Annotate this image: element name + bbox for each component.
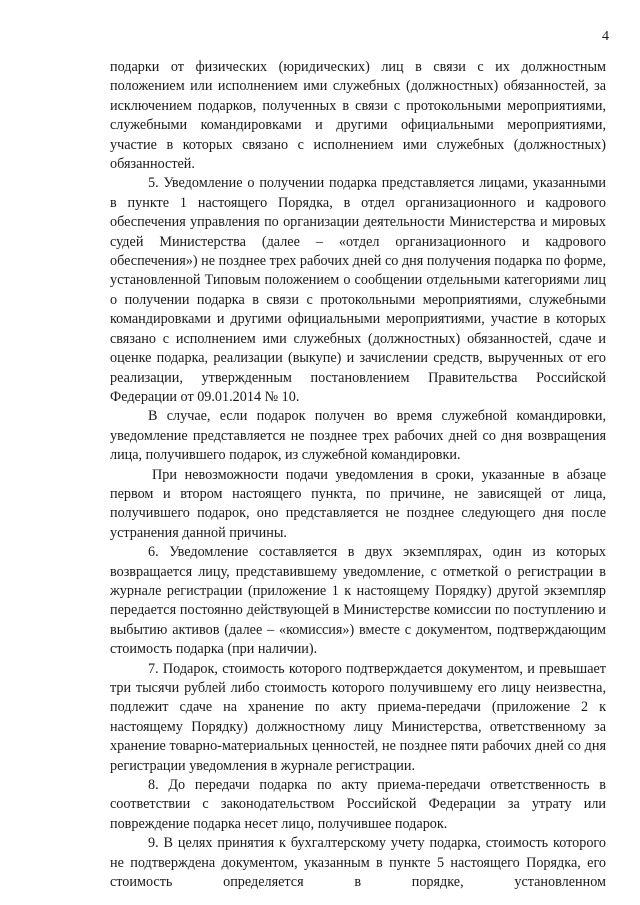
- paragraph-item-5-business-trip: В случае, если подарок получен во время служебной командировки, уведомление представляется не позднее трех рабочих дней со дня возвращения лица, получившего подарок, из служебной командировки.: [110, 408, 606, 464]
- paragraph-item-6: 6. Уведомление составляется в двух экземплярах, один из которых возвращается лицу, представившему уведомление, с отметкой о регистрации в журнале регистрации (приложение 1 к настоящему Порядку) другой экземпляр передается постоянно действующей в Министерстве комиссии по поступлению и выбытию активов (далее – «комиссия») вместе с документом, подтверждающим стоимость подарка (при наличии).: [110, 544, 606, 658]
- paragraph-continuation: подарки от физических (юридических) лиц в связи с их должностным положением или исполнением ими служебных (должностных) обязанностей, за исключением подарков, полученных в связи с протокольными мероприятиями, служебными командировками и другими официальными мероприятиями, участие в которых связано с исполнением ими служебных (должностных) обязанностей.: [110, 59, 606, 173]
- paragraph-item-5-impossibility: При невозможности подачи уведомления в сроки, указанные в абзаце первом и втором настоящего пункта, по причине, не зависящей от лица, получившего подарок, оно представляется не позднее следующего дня после устранения данной причины.: [110, 466, 606, 541]
- page-number: 4: [602, 29, 609, 44]
- paragraph-item-8: 8. До передачи подарка по акту приема-передачи ответственность в соответствии с законодательством Российской Федерации за утрату или повреждение подарка несет лицо, получившее подарок.: [110, 777, 606, 832]
- document-body: [110, 58, 606, 892]
- paragraph-item-9: 9. В целях принятия к бухгалтерскому учету подарка, стоимость которого не подтверждена документом, указанным в пункте 5 настоящего Порядка, его стоимость определяется в порядке, установленном: [110, 835, 606, 891]
- paragraph-item-5: 5. Уведомление о получении подарка представляется лицами, указанными в пункте 1 настоящего Порядка, в отдел организационного и кадрового обеспечения управления по организации деятельности Министерства и мировых судей Министерства (далее – «отдел организационного и кадрового обеспечения») не позднее трех рабочих дней со дня получения подарка по форме, установленной Типовым положением о сообщении отдельными категориями лиц о получении подарка в связи с протокольными мероприятиями, служебными командировками и другими официальными мероприятиями, участие в которых связано с исполнением ими служебных (должностных) обязанностей, сдаче и оценке подарка, реализации (выкупе) и зачислении средств, вырученных от его реализации, утвержденным постановлением Правительства Российской Федерации от 09.01.2014 № 10.: [110, 175, 606, 405]
- paragraph-item-7: 7. Подарок, стоимость которого подтверждается документом, и превышает три тысячи рублей либо стоимость которого получившему его лицу неизвестна, подлежит сдаче на хранение по акту приема-передачи (приложение 2 к настоящему Порядку) должностному лицу Министерства, ответственному за хранение товарно-материальных ценностей, не позднее пяти рабочих дней со дня регистрации уведомления в журнале регистрации.: [110, 660, 606, 774]
